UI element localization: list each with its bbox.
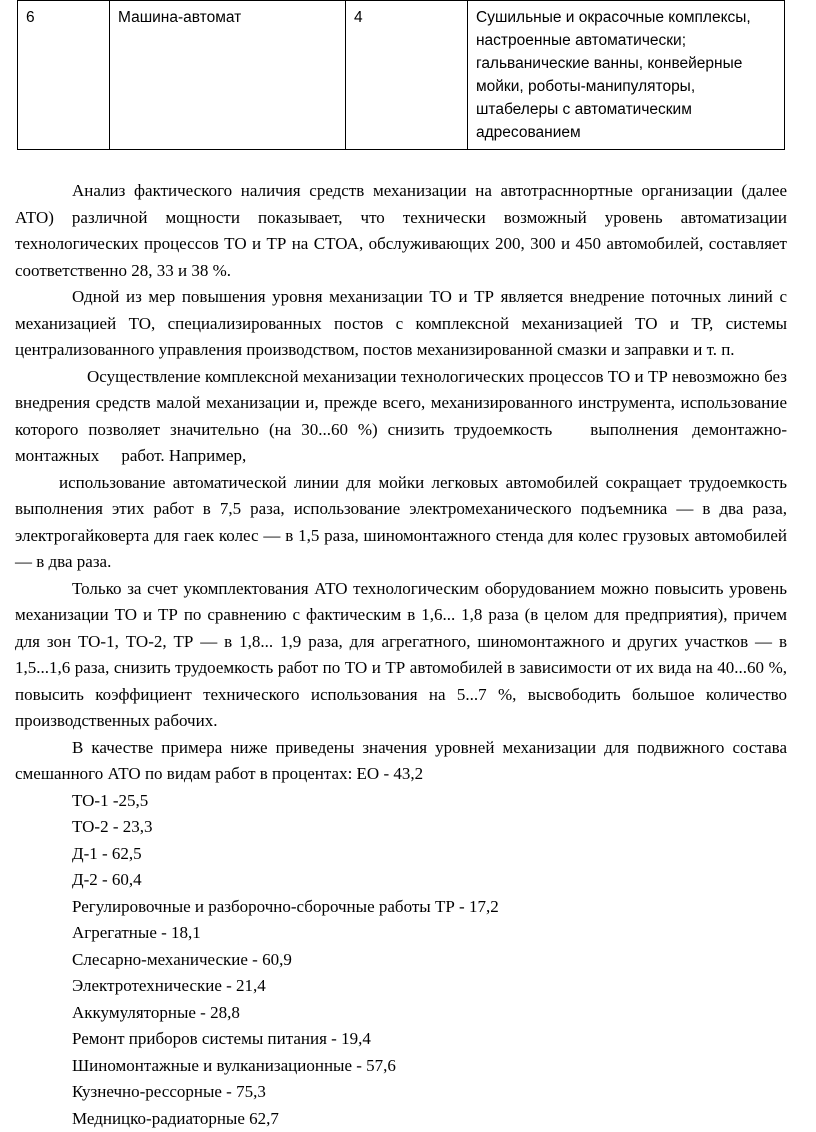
list-item: Д-1 - 62,5 — [72, 841, 787, 868]
list-item: Шиномонтажные и вулканизационные - 57,6 — [72, 1053, 787, 1080]
word: демонтажно-монтажных — [15, 420, 787, 466]
paragraph-automatic-line: использование автоматической линии для мойки легковых автомобилей сокращает трудоемкость выполнения этих работ в 7,5 раза, использование электромеханического подъемника — в два раза, электрогайковерта для гаек колес — в 1,5 раза, шиномонтажного стенда для колес грузовых автомобилей — в два раза. — [15, 470, 787, 576]
cell-number: 6 — [18, 1, 110, 150]
paragraph-text: Осуществление комплексной механизации технологических процессов ТО и ТР невозможно без внедрения средств малой механизации и, прежде всего, механизированного инструмента, использование которого позволяет значительно (на 30...60 %) снизить — [15, 367, 787, 439]
list-item: ТО-1 -25,5 — [72, 788, 787, 815]
cell-level: 4 — [346, 1, 468, 150]
list-item: Медницко-радиаторные 62,7 — [72, 1106, 787, 1132]
mechanization-levels-list — [15, 788, 787, 1132]
table-row — [18, 1, 785, 150]
list-item: Кузнечно-рессорные - 75,3 — [72, 1079, 787, 1106]
paragraph-analysis: Анализ фактического наличия средств механизации на автотрасннортные организации (далее АТО) различной мощности показывает, что технически возможный уровень автоматизации технологических процессов ТО и ТР на СТОА, обслуживающих 200, 300 и 450 автомобилей, составляет соответственно 28, 33 и 38 %. — [15, 178, 787, 284]
list-item: Электротехнические - 21,4 — [72, 973, 787, 1000]
word: работ. Например, — [121, 446, 246, 465]
list-item: Регулировочные и разборочно-сборочные работы ТР - 17,2 — [72, 894, 787, 921]
document-body — [15, 178, 787, 1132]
paragraph-complex-mechanization — [15, 364, 787, 470]
list-item: Ремонт приборов системы питания - 19,4 — [72, 1026, 787, 1053]
list-item: Слесарно-механические - 60,9 — [72, 947, 787, 974]
cell-name: Машина-автомат — [110, 1, 346, 150]
list-item: ТО-2 - 23,3 — [72, 814, 787, 841]
equipment-table — [17, 0, 785, 150]
word: трудоемкость — [454, 420, 552, 439]
word: выполнения — [590, 420, 678, 439]
list-item: Аккумуляторные - 28,8 — [72, 1000, 787, 1027]
paragraph-equipment: Только за счет укомплектования АТО технологическим оборудованием можно повысить уровень механизации ТО и ТР по сравнению с фактическим в 1,6... 1,8 раза (в целом для предприятия), причем для зон ТО-1, ТО-2, ТР — в 1,8... 1,9 раза, для агрегатного, шиномонтажного и других участков — в 1,5...1,6 раза, снизить трудоемкость работ по ТО и ТР автомобилей в зависимости от их вида на 40...60 %, повысить коэффициент технического использования на 5...7 %, высвободить большое количество производственных рабочих. — [15, 576, 787, 735]
paragraph-measures: Одной из мер повышения уровня механизации ТО и ТР является внедрение поточных линий с механизацией ТО, специализированных постов с комплексной механизацией ТО и ТР, системы централизованного управления производством, постов механизированной смазки и заправки и т. п. — [15, 284, 787, 364]
cell-description: Сушильные и окрасочные комплексы, настроенные автоматически; гальванические ванны, конвейерные мойки, роботы-манипуляторы, штабелеры с автоматическим адресованием — [468, 1, 785, 150]
list-item: Д-2 - 60,4 — [72, 867, 787, 894]
list-item: Агрегатные - 18,1 — [72, 920, 787, 947]
paragraph-example: В качестве примера ниже приведены значения уровней механизации для подвижного состава смешанного АТО по видам работ в процентах: ЕО - 43,2 — [15, 735, 787, 788]
